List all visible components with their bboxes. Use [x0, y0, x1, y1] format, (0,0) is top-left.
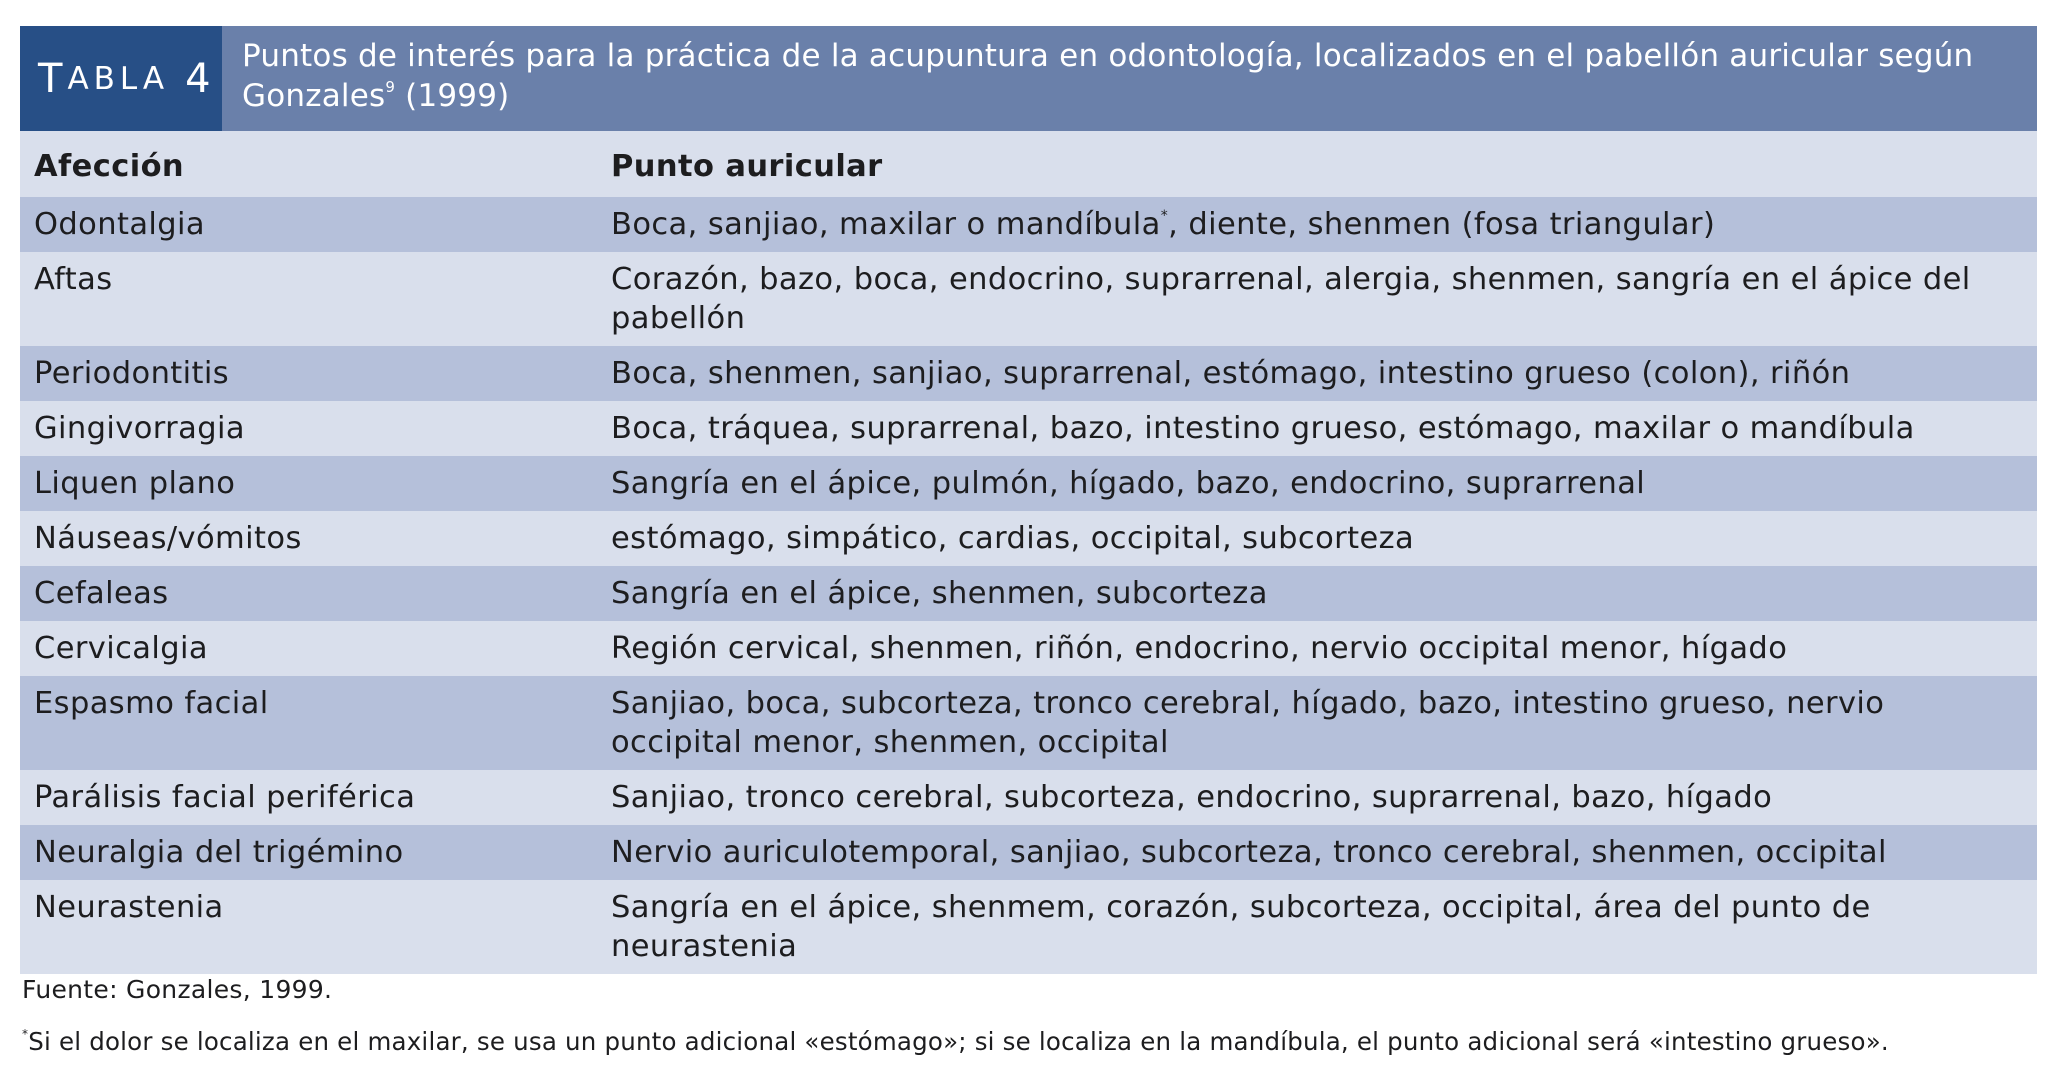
table-row [20, 566, 2037, 621]
condition-cell: Periodontitis [20, 346, 597, 401]
table-label [20, 26, 222, 131]
condition-cell: Aftas [20, 252, 597, 346]
table-row [20, 621, 2037, 676]
condition-cell: Neuralgia del trigémino [20, 825, 597, 880]
table-row [20, 825, 2037, 880]
condition-cell: Liquen plano [20, 456, 597, 511]
condition-cell: Odontalgia [20, 197, 597, 252]
footnote-text: Si el dolor se localiza en el maxilar, se usa un punto adicional «estómago»; si se localiza en la mandíbula, el punto adicional será «intestino grueso». [28, 1027, 1889, 1056]
table-label-rest: ABLA [67, 60, 170, 97]
points-cell: Sangría en el ápice, shenmen, subcorteza [597, 566, 2037, 621]
table-row [20, 676, 2037, 770]
table-label-number: 4 [185, 55, 216, 102]
table-row [20, 401, 2037, 456]
table-label-initial: T [38, 55, 68, 102]
points-cell: Sanjiao, tronco cerebral, subcorteza, endocrino, suprarrenal, bazo, hígado [597, 770, 2037, 825]
table-row [20, 770, 2037, 825]
table-caption [222, 26, 2037, 131]
table-row [20, 880, 2037, 974]
condition-cell: Náuseas/vómitos [20, 511, 597, 566]
points-cell: Nervio auriculotemporal, sanjiao, subcorteza, tronco cerebral, shenmen, occipital [597, 825, 2037, 880]
source-note: Fuente: Gonzales, 1999. [22, 975, 333, 1004]
points-text-continued: , diente, shenmen (fosa triangular) [1168, 207, 1716, 242]
condition-cell: Cefaleas [20, 566, 597, 621]
points-cell: Boca, tráquea, suprarrenal, bazo, intestino grueso, estómago, maxilar o mandíbula [597, 401, 2037, 456]
points-text: Boca, sanjiao, maxilar o mandíbula [611, 207, 1161, 242]
table-row [20, 456, 2037, 511]
condition-cell: Gingivorragia [20, 401, 597, 456]
points-cell [597, 197, 2037, 252]
points-cell: Sangría en el ápice, shenmem, corazón, subcorteza, occipital, área del punto de neurastenia [597, 880, 2037, 974]
points-cell: Corazón, bazo, boca, endocrino, suprarrenal, alergia, shenmen, sangría en el ápice del pabellón [597, 252, 2037, 346]
condition-cell: Espasmo facial [20, 676, 597, 770]
table-container [20, 26, 2037, 974]
points-cell: estómago, simpático, cardias, occipital, subcorteza [597, 511, 2037, 566]
table-row [20, 511, 2037, 566]
table-row [20, 197, 2037, 252]
condition-cell: Parálisis facial periférica [20, 770, 597, 825]
points-cell: Boca, shenmen, sanjiao, suprarrenal, estómago, intestino grueso (colon), riñón [597, 346, 2037, 401]
caption-year: (1999) [395, 78, 510, 114]
table-body [20, 197, 2037, 974]
footnote-marker: * [22, 1027, 29, 1041]
points-cell: Región cervical, shenmen, riñón, endocrino, nervio occipital menor, hígado [597, 621, 2037, 676]
footnote-marker: * [1160, 208, 1169, 224]
table-header-row [20, 131, 2037, 197]
points-cell: Sangría en el ápice, pulmón, hígado, bazo, endocrino, suprarrenal [597, 456, 2037, 511]
caption-reference: 9 [385, 78, 396, 96]
points-cell: Sanjiao, boca, subcorteza, tronco cerebral, hígado, bazo, intestino grueso, nervio occipital menor, shenmen, occipital [597, 676, 2037, 770]
condition-cell: Cervicalgia [20, 621, 597, 676]
table-header-bar [20, 26, 2037, 131]
column-header-points: Punto auricular [597, 131, 2037, 197]
footnote [22, 1027, 1889, 1056]
data-table [20, 131, 2037, 974]
caption-text: Puntos de interés para la práctica de la acupuntura en odontología, localizados en el pabellón auricular según Gonzales [242, 38, 1974, 114]
table-row [20, 346, 2037, 401]
column-header-condition: Afección [20, 131, 597, 197]
table-row [20, 252, 2037, 346]
condition-cell: Neurastenia [20, 880, 597, 974]
